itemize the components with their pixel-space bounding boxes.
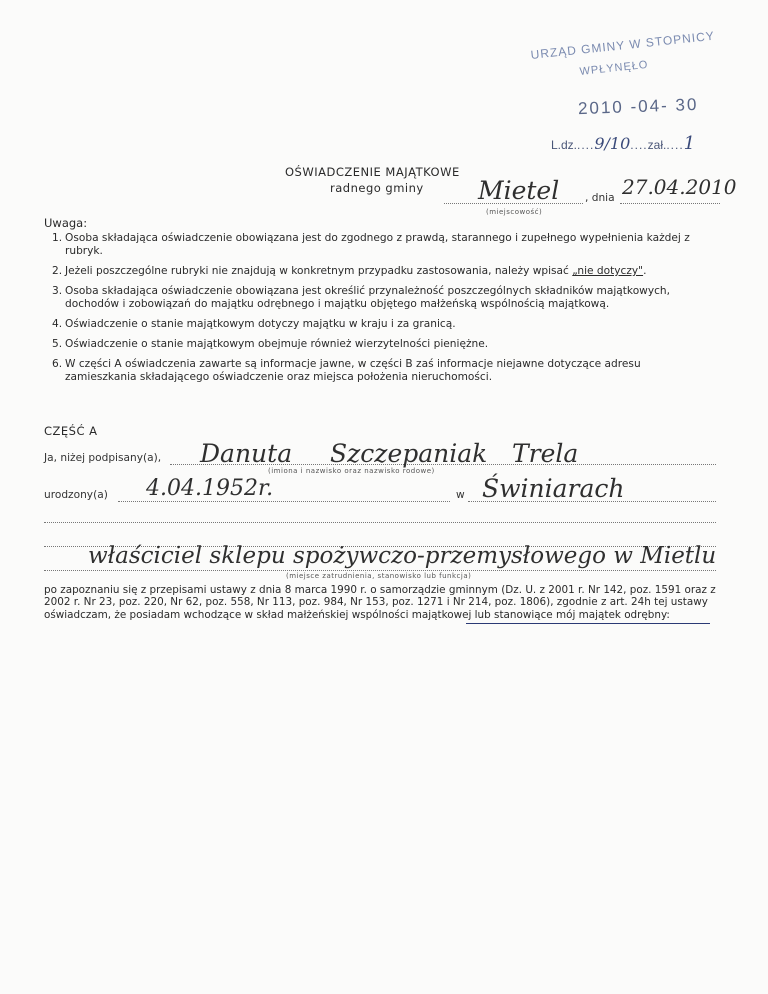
marital-property-phrase: małżeńskiej wspólności majątkowej [286, 608, 472, 621]
place-caption: (miejscowość) [486, 208, 543, 216]
first-name-field: Danuta [200, 439, 293, 468]
birth-place-field: Świniarach [482, 474, 625, 503]
declaration-paragraph: po zapoznaniu się z przepisami ustawy z dnia 8 marca 1990 r. o samorządzie gminnym (Dz. U. z 2001 r. Nr 142, poz. 1591 oraz z 2002 r. Nr 23, poz. 220, Nr 62, poz. 558, Nr 113, poz. 984, Nr 153, poz. 1271 i Nr 214, poz. 1806), zgodnie z art. 24h tej ustawy oświadczam, że posiadam wchodzące w skład małżeńskiej wspólności majątkowej lub stanowiące mój majątek odrębny: [44, 584, 716, 621]
document-title: OŚWIADCZENIE MAJĄTKOWE [285, 165, 460, 179]
born-label: urodzony(a) [44, 489, 108, 501]
ldz-zal-value: 1 [683, 133, 696, 154]
family-name-field: Trela [512, 439, 579, 468]
name-caption: (imiona i nazwisko oraz nazwisko rodowe) [268, 467, 435, 475]
note-item: 1. Osoba składająca oświadczenie obowiązana jest do zgodnego z prawdą, starannego i zupełnego wypełnienia każdej z rubryk. [52, 232, 690, 257]
employment-caption: (miejsce zatrudnienia, stanowisko lub funkcja) [286, 572, 472, 580]
ldz-zal-label: zał. [647, 138, 667, 152]
note-item: 5. Oświadczenie o stanie majątkowym obejmuje również wierzytelności pieniężne. [52, 338, 489, 350]
born-in-label: w [456, 489, 465, 501]
stamp-registry-number: L.dz.....9/10....zał.....1 [551, 133, 696, 154]
last-name-field: Szczepaniak [330, 439, 488, 468]
part-a-heading: CZĘŚĆ A [44, 424, 98, 438]
signer-label: Ja, niżej podpisany(a), [44, 452, 162, 464]
place-field: Mietel [478, 176, 560, 205]
stamp-received-label: WPŁYNĘŁO [579, 58, 650, 78]
note-item: 4. Oświadczenie o stanie majątkowym dotyczy majątku w kraju i za granicą. [52, 318, 456, 330]
ldz-number: 9/10 [594, 134, 631, 153]
note-item: 2. Jeżeli poszczególne rubryki nie znajdują w konkretnym przypadku zastosowania, należy wpisać „nie dotyczy". [52, 265, 647, 277]
date-label: , dnia [585, 192, 615, 204]
document-subtitle: radnego gminy [330, 181, 424, 195]
note-item: 3. Osoba składająca oświadczenie obowiązana jest określić przynależność poszczególnych składników majątkowych, dochodów i zobowiązań do majątku odrębnego i majątku objętego małżeńską wspólnością majątkową. [52, 285, 671, 310]
notes-heading: Uwaga: [44, 216, 88, 230]
stamp-received-date: 2010 -04- 30 [577, 94, 699, 119]
notes-list [52, 232, 714, 391]
birth-date-field: 4.04.1952r. [146, 476, 274, 501]
employment-field: właściciel sklepu spożywczo-przemysłowego w Mietlu [88, 543, 717, 569]
ldz-prefix: L.dz. [551, 138, 578, 152]
date-field: 27.04.2010 [622, 175, 737, 199]
stamp-office-name: URZĄD GMINY W STOPNICY [530, 28, 716, 62]
note-item: 6. W części A oświadczenia zawarte są informacje jawne, w części B zaś informacje niejawne dotyczące adresu zamieszkania składającego oświadczenie oraz miejsca położenia nieruchomości. [52, 358, 641, 383]
